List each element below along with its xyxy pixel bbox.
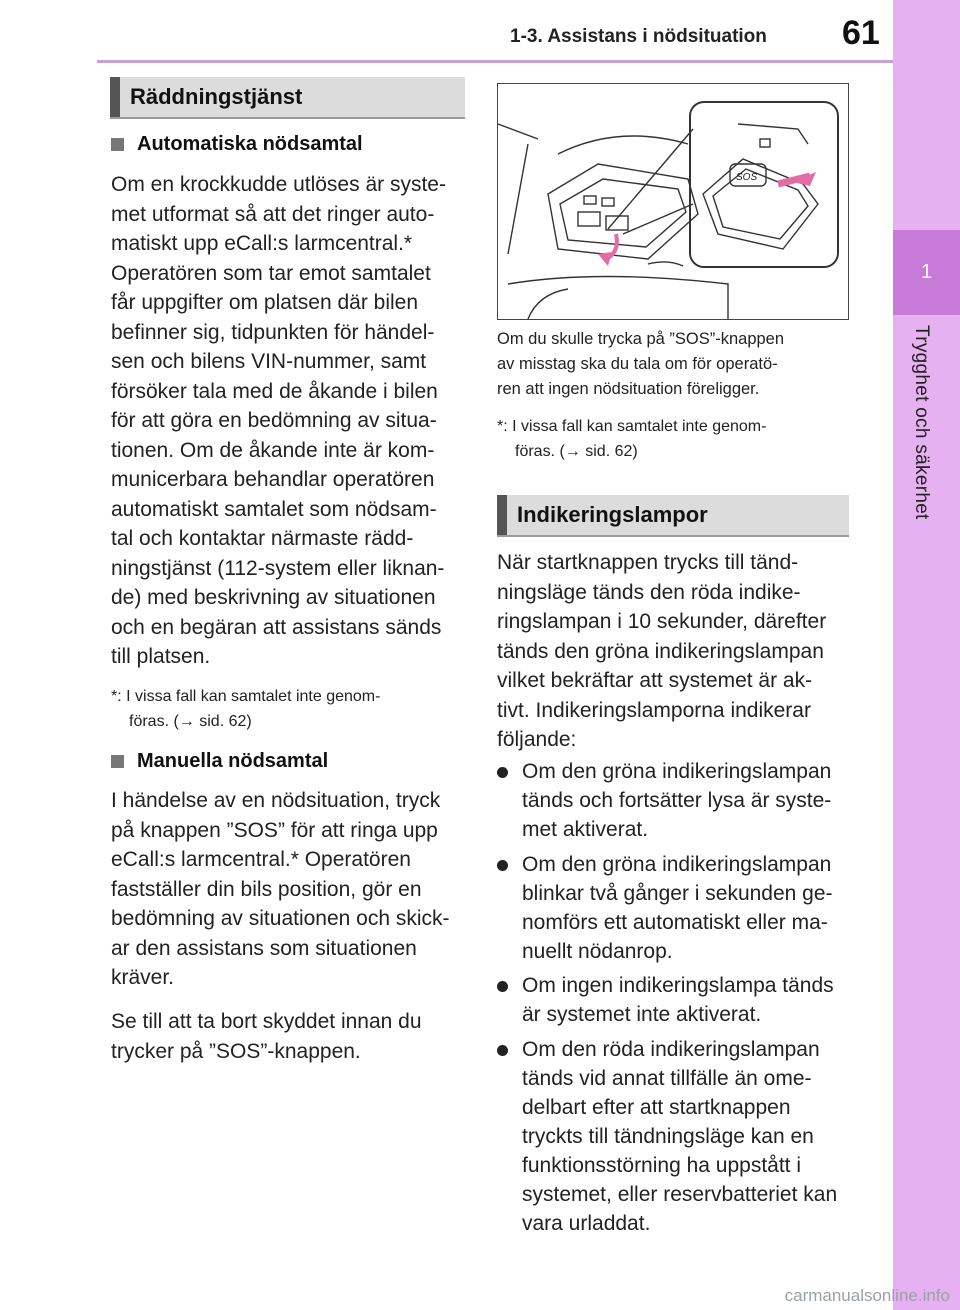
section-heading-text: Indikeringslampor bbox=[517, 502, 708, 527]
text-line: municerbara behandlar operatören bbox=[111, 468, 435, 491]
list-item bbox=[497, 971, 852, 1029]
side-tab-chapter-number: 1 bbox=[920, 261, 933, 283]
footnote-left bbox=[111, 684, 471, 734]
text-line: de) med beskrivning av situationen bbox=[111, 586, 436, 609]
section-heading-raddningstjanst bbox=[110, 77, 465, 119]
text-line: ningsläge tänds den röda indike- bbox=[497, 580, 801, 604]
text-line: befinner sig, tidpunkten för händel- bbox=[111, 320, 435, 344]
square-bullet-icon bbox=[111, 755, 124, 768]
bullet-line: tänds vid annat tillfälle än ome- bbox=[522, 1067, 812, 1090]
text-line: I händelse av en nödsituation, tryck bbox=[111, 789, 441, 812]
text-line: ringslampan i 10 sekunder, därefter bbox=[497, 610, 827, 633]
bullet-line: blinkar två gånger i sekunden ge- bbox=[522, 882, 833, 905]
bullet-line: Om den röda indikeringslampan bbox=[522, 1038, 820, 1061]
text-line: försöker tala med de åkande i bilen bbox=[111, 379, 438, 403]
section-heading-indikeringslampor bbox=[497, 495, 849, 537]
text-line: trycker på ”SOS”-knappen. bbox=[111, 1039, 361, 1063]
text-line: eCall:s larmcentral.* Operatören bbox=[111, 848, 411, 871]
square-bullet-icon bbox=[111, 138, 124, 151]
bullet-line: Om ingen indikeringslampa tänds bbox=[522, 974, 834, 997]
section-heading-text: Räddningstjänst bbox=[130, 84, 303, 109]
bullet-line: systemet, eller reservbatteriet kan bbox=[522, 1183, 838, 1206]
text-line: bedömning av situationen och skick- bbox=[111, 907, 450, 930]
overhead-console-drawing bbox=[498, 84, 848, 319]
text-line: ar den assistans som situationen bbox=[111, 936, 417, 960]
list-item bbox=[497, 850, 852, 966]
remove-cover-paragraph bbox=[111, 1007, 471, 1066]
text-line: automatiskt samtalet som nödsam- bbox=[111, 497, 437, 521]
bullet-line: nuellt nödanrop. bbox=[522, 940, 673, 963]
bullet-line: met aktiverat. bbox=[522, 818, 649, 841]
bullet-line: Om den gröna indikeringslampan bbox=[522, 853, 832, 876]
text-line: När startknappen trycks till tänd- bbox=[497, 551, 799, 574]
section-heading-bar bbox=[497, 495, 507, 535]
text-line: Operatören som tar emot samtalet bbox=[111, 261, 431, 285]
footnote-line: föras. (→ sid. 62) bbox=[515, 443, 638, 460]
subheading-manual-calls bbox=[111, 750, 328, 773]
bullet-dot-icon bbox=[497, 860, 508, 871]
text-line: sen och bilens VIN-nummer, samt bbox=[111, 350, 427, 373]
side-tab-background bbox=[893, 0, 960, 1310]
text-line: på knappen ”SOS” för att ringa upp bbox=[111, 818, 438, 842]
list-item bbox=[497, 757, 852, 844]
automatic-calls-paragraph bbox=[111, 170, 471, 672]
bullet-line: delbart efter att startknappen bbox=[522, 1096, 791, 1119]
indicator-intro-paragraph bbox=[497, 548, 857, 755]
bullet-line: Om den gröna indikeringslampan bbox=[522, 760, 832, 783]
caption-line: av misstag ska du tala om för operatö- bbox=[497, 355, 778, 373]
text-line: kräver. bbox=[111, 966, 175, 989]
subheading-text: Automatiska nödsamtal bbox=[137, 133, 363, 155]
text-line: får uppgifter om platsen där bilen bbox=[111, 291, 419, 314]
text-line: met utformat så att det ringer auto- bbox=[111, 202, 435, 226]
text-line: matiskt upp eCall:s larmcentral.* bbox=[111, 232, 413, 255]
text-line: vilket bekräftar att systemet är ak- bbox=[497, 669, 813, 692]
bullet-dot-icon bbox=[497, 981, 508, 992]
text-line: tal och kontaktar närmaste rädd- bbox=[111, 527, 414, 550]
footnote-line: *: I vissa fall kan samtalet inte genom- bbox=[111, 688, 381, 705]
text-line: ningstjänst (112-system eller liknan- bbox=[111, 556, 445, 580]
bullet-line: funktionsstörning ha uppstått i bbox=[522, 1154, 802, 1177]
section-heading-bar bbox=[110, 77, 120, 117]
footnote-line: föras. (→ sid. 62) bbox=[129, 713, 252, 730]
bullet-line: vara urladdat. bbox=[522, 1212, 651, 1235]
sos-button-illustration bbox=[497, 83, 849, 320]
figure-caption bbox=[497, 327, 857, 402]
text-line: Se till att ta bort skyddet innan du bbox=[111, 1010, 422, 1033]
text-line: fastställer din bils position, gör en bbox=[111, 877, 422, 901]
text-line: tänds den gröna indikeringslampan bbox=[497, 639, 824, 663]
header-divider bbox=[97, 60, 893, 63]
side-tab-label: Trygghet och säkerhet bbox=[911, 325, 932, 520]
subheading-automatic-calls bbox=[111, 133, 363, 156]
bullet-line: nomförs ett automatiskt eller ma- bbox=[522, 911, 828, 934]
footnote-right bbox=[497, 414, 857, 464]
text-line: och en begäran att assistans sänds bbox=[111, 615, 442, 639]
text-line: följande: bbox=[497, 728, 577, 751]
bullet-dot-icon bbox=[497, 1045, 508, 1056]
manual-calls-paragraph bbox=[111, 786, 471, 993]
bullet-line: är systemet inte aktiverat. bbox=[522, 1003, 762, 1026]
caption-line: ren att ingen nödsituation föreligger. bbox=[497, 380, 760, 398]
watermark: carmanualsonline.info bbox=[784, 1286, 950, 1305]
text-line: till platsen. bbox=[111, 645, 211, 668]
page-number: 61 bbox=[842, 14, 880, 52]
bullet-line: tänds och fortsätter lysa är syste- bbox=[522, 789, 832, 812]
figure-sos-label: SOS bbox=[736, 172, 758, 183]
subheading-text: Manuella nödsamtal bbox=[137, 750, 329, 772]
text-line: för att göra en bedömning av situa- bbox=[111, 409, 437, 432]
text-line: tivt. Indikeringslamporna indikerar bbox=[497, 698, 811, 722]
bullet-line: tryckts till tändningsläge kan en bbox=[522, 1125, 814, 1148]
list-item bbox=[497, 1035, 852, 1238]
text-line: Om en krockkudde utlöses är syste- bbox=[111, 173, 446, 196]
text-line: tionen. Om de åkande inte är kom- bbox=[111, 438, 435, 462]
bullet-dot-icon bbox=[497, 767, 508, 778]
footnote-line: *: I vissa fall kan samtalet inte genom- bbox=[497, 418, 767, 435]
caption-line: Om du skulle trycka på ”SOS”-knappen bbox=[497, 330, 785, 348]
chapter-header-title: 1-3. Assistans i nödsituation bbox=[510, 26, 767, 47]
